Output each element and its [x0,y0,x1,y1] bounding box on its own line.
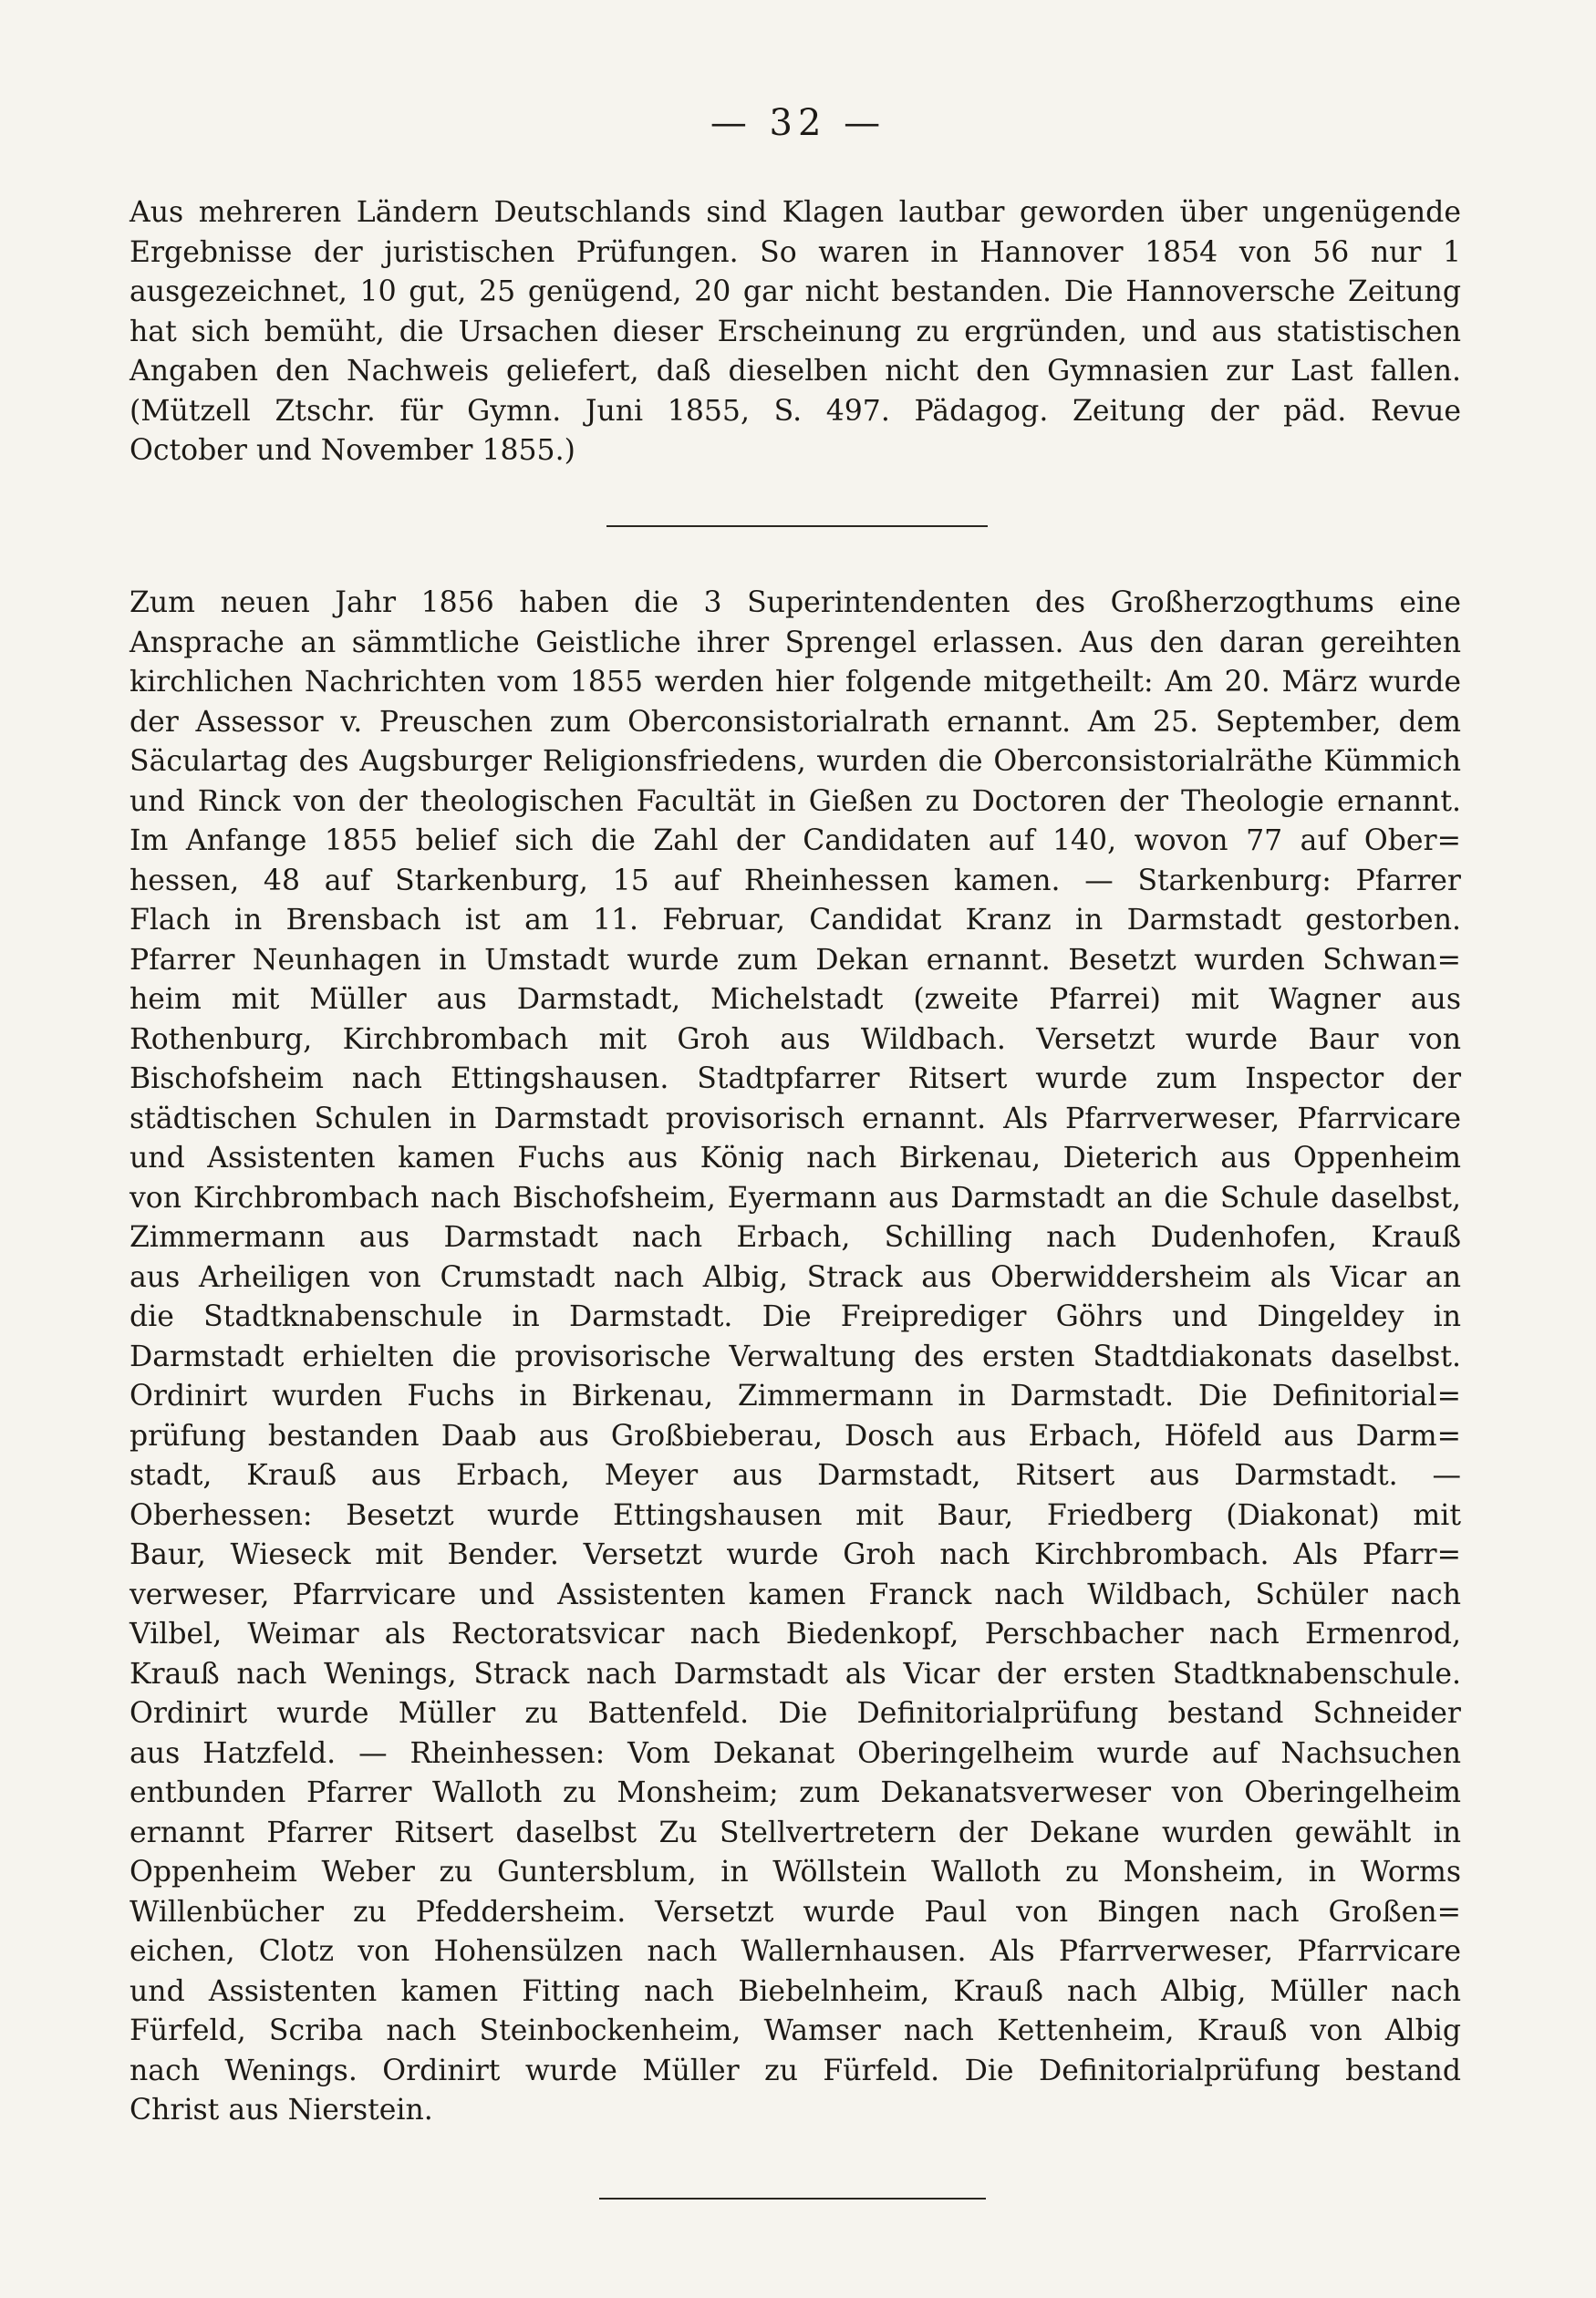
text-line: Säculartag des Augsburger Religionsfriedens, wurden die Oberconsistorialräthe Kümmich [130,745,1461,778]
text-line: Pfarrer Neunhagen in Umstadt wurde zum Dekan ernannt. Besetzt wurden Schwan= [130,943,1461,977]
text-line: und Rinck von der theologischen Facultät in Gießen zu Doctoren der Theologie ernannt. [130,784,1461,818]
text-line: Ergebnisse der juristischen Prüfungen. So waren in Hannover 1854 von 56 nur 1 [130,235,1461,269]
text-line: Rothenburg, Kirchbrombach mit Groh aus Wildbach. Versetzt wurde Baur von [130,1022,1461,1056]
text-line: entbunden Pfarrer Walloth zu Monsheim; zum Dekanatsverweser von Oberingelheim [130,1776,1461,1809]
text-line: Ansprache an sämmtliche Geistliche ihrer Sprengel erlassen. Aus den daran gereihten [130,626,1461,659]
text-line: Ordinirt wurden Fuchs in Birkenau, Zimmermann in Darmstadt. Die Definitorial= [130,1380,1461,1413]
paragraph-kirchliche-nachrichten [130,584,1461,2131]
text-line: Im Anfange 1855 belief sich die Zahl der Candidaten auf 140, wovon 77 auf Ober= [130,824,1461,857]
text-line: nach Wenings. Ordinirt wurde Müller zu Fürfeld. Die Definitorialprüfung bestand [130,2054,1461,2087]
text-line: Zimmermann aus Darmstadt nach Erbach, Schilling nach Dudenhofen, Krauß [130,1221,1461,1254]
paragraph-juristische-pruefungen [130,193,1461,471]
text-line: ausgezeichnet, 10 gut, 25 genügend, 20 gar nicht bestanden. Die Hannoversche Zeitung [130,275,1461,308]
text-line: October und November 1855.) [130,434,575,467]
text-line: Oppenheim Weber zu Guntersblum, in Wöllstein Walloth zu Monsheim, in Worms [130,1856,1461,1889]
text-line: städtischen Schulen in Darmstadt provisorisch ernannt. Als Pfarrverweser, Pfarrvicare [130,1102,1461,1135]
text-line: heim mit Müller aus Darmstadt, Michelstadt (zweite Pfarrei) mit Wagner aus [130,983,1461,1016]
text-line: Krauß nach Wenings, Strack nach Darmstadt als Vicar der ersten Stadtknabenschule. [130,1657,1461,1691]
text-line: eichen, Clotz von Hohensülzen nach Wallernhausen. Als Pfarrverweser, Pfarrvicare [130,1935,1461,1968]
text-line: Zum neuen Jahr 1856 haben die 3 Superintendenten des Großherzogthums eine [130,586,1461,619]
text-line: hat sich bemüht, die Ursachen dieser Erscheinung zu ergründen, und aus statistischen [130,315,1461,348]
text-line: Vilbel, Weimar als Rectoratsvicar nach Biedenkopf, Perschbacher nach Ermenrod, [130,1618,1461,1651]
text-line: und Assistenten kamen Fitting nach Biebelnheim, Krauß nach Albig, Müller nach [130,1974,1461,2008]
text-line: Aus mehreren Ländern Deutschlands sind Klagen lautbar geworden über ungenügende [130,196,1461,229]
text-line: hessen, 48 auf Starkenburg, 15 auf Rheinhessen kamen. — Starkenburg: Pfarrer [130,864,1461,897]
text-line: Flach in Brensbach ist am 11. Februar, Candidat Kranz in Darmstadt gestorben. [130,904,1461,937]
text-line: Baur, Wieseck mit Bender. Versetzt wurde Groh nach Kirchbrombach. Als Pfarr= [130,1538,1461,1571]
section-divider [606,525,988,527]
page-number: — 32 — [710,102,886,144]
text-line: aus Arheiligen von Crumstadt nach Albig, Strack aus Oberwiddersheim als Vicar an [130,1260,1461,1294]
text-line: Bischofsheim nach Ettingshausen. Stadtpfarrer Ritsert wurde zum Inspector der [130,1062,1461,1095]
text-line: (Mützell Ztschr. für Gymn. Juni 1855, S. 497. Pädagog. Zeitung der päd. Revue [130,394,1461,428]
section-divider [599,2198,986,2200]
text-line: Angaben den Nachweis geliefert, daß dieselben nicht den Gymnasien zur Last fallen. [130,355,1461,388]
text-line: von Kirchbrombach nach Bischofsheim, Eyermann aus Darmstadt an die Schule daselbst, [130,1181,1461,1215]
text-line: kirchlichen Nachrichten vom 1855 werden hier folgende mitgetheilt: Am 20. März wurde [130,666,1461,699]
text-line: und Assistenten kamen Fuchs aus König nach Birkenau, Dieterich aus Oppenheim [130,1142,1461,1175]
text-line: Oberhessen: Besetzt wurde Ettingshausen mit Baur, Friedberg (Diakonat) mit [130,1498,1461,1532]
text-line: Christ aus Nierstein. [130,2094,433,2127]
text-line: prüfung bestanden Daab aus Großbieberau, Dosch aus Erbach, Höfeld aus Darm= [130,1419,1461,1453]
text-line: Ordinirt wurde Müller zu Battenfeld. Die Definitorialprüfung bestand Schneider [130,1697,1461,1730]
text-line: aus Hatzfeld. — Rheinhessen: Vom Dekanat Oberingelheim wurde auf Nachsuchen [130,1736,1461,1770]
text-line: Darmstadt erhielten die provisorische Verwaltung des ersten Stadtdiakonats daselbst. [130,1340,1461,1373]
text-line: der Assessor v. Preuschen zum Oberconsistorialrath ernannt. Am 25. September, dem [130,705,1461,739]
text-line: Fürfeld, Scriba nach Steinbockenheim, Wamser nach Kettenheim, Krauß von Albig [130,2014,1461,2047]
text-line: die Stadtknabenschule in Darmstadt. Die Freiprediger Göhrs und Dingeldey in [130,1300,1461,1333]
text-line: stadt, Krauß aus Erbach, Meyer aus Darmstadt, Ritsert aus Darmstadt. — [130,1459,1461,1492]
text-line: verweser, Pfarrvicare und Assistenten kamen Franck nach Wildbach, Schüler nach [130,1578,1461,1611]
text-line: Willenbücher zu Pfeddersheim. Versetzt wurde Paul von Bingen nach Großen= [130,1895,1461,1929]
text-line: ernannt Pfarrer Ritsert daselbst Zu Stellvertretern der Dekane wurden gewählt in [130,1816,1461,1849]
